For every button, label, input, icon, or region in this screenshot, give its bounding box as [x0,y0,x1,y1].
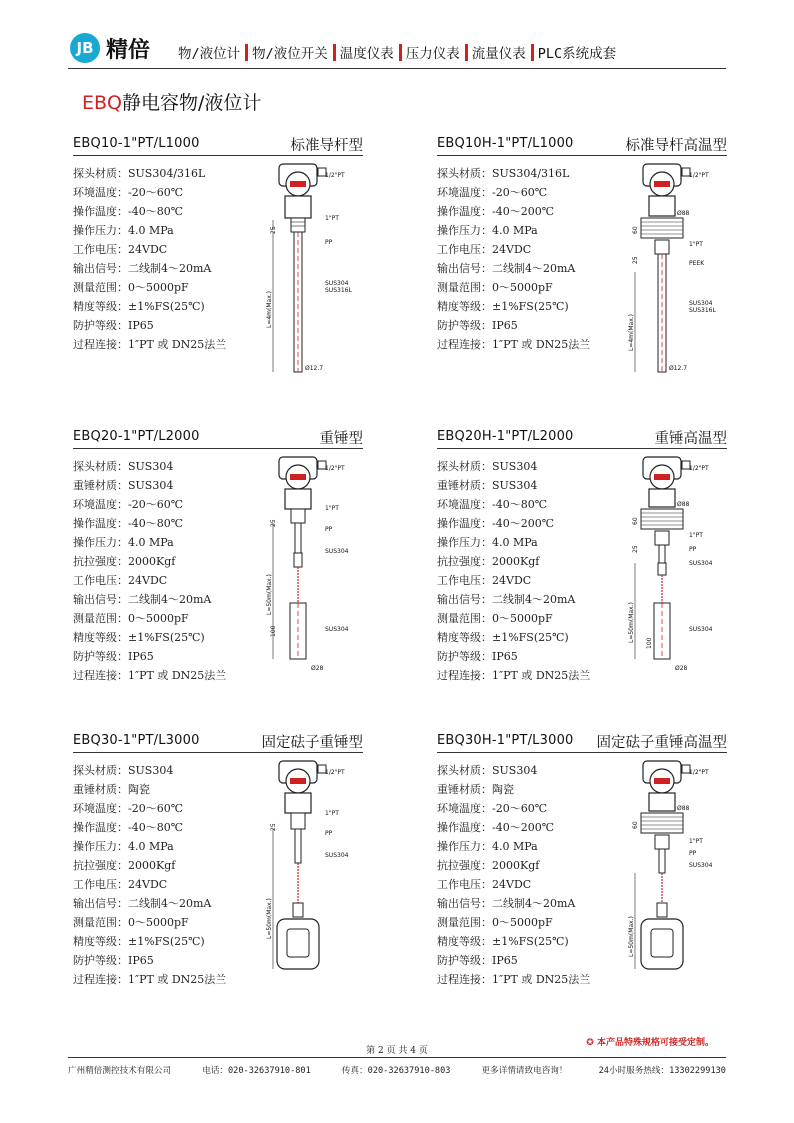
product-type: 标准导杆型 [290,138,363,154]
product-type: 固定砝子重锤高温型 [596,735,727,751]
product-type: 标准导杆高温型 [625,138,727,154]
spec-item: 抗拉强度：2000Kgf [437,555,540,568]
label-length: L=4m(Max.) [266,290,273,328]
product-drawing [263,453,373,673]
product-drawing [627,453,737,673]
label-dim-60: 60 [632,517,639,525]
product-header [437,134,727,156]
label-material-1: SUS304 [689,862,713,869]
product-ebq30h [437,731,727,1006]
consult-text: 更多详情请致电咨询！ [481,1066,568,1076]
spec-item: 操作压力：4.0 MPa [73,840,174,853]
spec-item: 过程连接：1″PT 或 DN25法兰 [437,973,591,986]
hotline: 24小时服务热线：13302299130 [598,1066,726,1076]
spec-list [73,457,226,685]
label-one-pt: 1"PT [689,838,703,845]
label-length: L=4m(Max.) [628,313,635,351]
nav-item-level-meter[interactable]: 物/液位计 [178,46,241,62]
spec-item: 抗拉强度：2000Kgf [73,555,176,568]
fax: 传真：020-32637910-803 [341,1066,451,1076]
product-header [73,731,363,753]
spec-item: 工作电压：24VDC [73,243,168,256]
label-one-pt: 1"PT [689,532,703,539]
product-drawing [263,160,373,380]
spec-item: 测量范围：0～5000pF [437,612,553,625]
spec-item: 探头材质：SUS304 [437,764,538,777]
page-title: EBQ静电容物/液位计 [82,92,262,114]
label-half-pt: 1/2"PT [325,172,345,179]
spec-item: 过程连接：1″PT 或 DN25法兰 [73,338,227,351]
model-code: EBQ20H-1"PT/L2000 [437,429,574,444]
label-half-pt: 1/2"PT [689,769,709,776]
spec-item: 操作温度：-40～80℃ [73,517,184,530]
product-ebq20h [437,427,727,702]
model-code: EBQ10-1"PT/L1000 [73,136,200,151]
label-length: L=50m(Max.) [628,916,635,957]
spec-item: 操作压力：4.0 MPa [437,224,538,237]
spec-item: 环境温度：-20～60℃ [73,802,184,815]
product-drawing [263,757,373,977]
category-nav [178,42,621,62]
spec-item: 输出信号：二线制4～20mA [73,897,212,910]
label-length: L=50m(Max.) [266,574,273,615]
spec-list [73,164,226,354]
product-header [437,427,727,449]
product-ebq30 [73,731,363,1006]
label-one-pt: 1"PT [689,241,703,248]
spec-item: 测量范围：0～5000pF [437,281,553,294]
spec-item: 操作压力：4.0 MPa [437,840,538,853]
spec-item: 工作电压：24VDC [73,878,168,891]
spec-item: 防护等级：IP65 [437,319,518,332]
label-pp: PP [689,546,697,553]
label-diameter: Ø12.7 [305,365,324,372]
label-dim-25: 25 [632,256,639,264]
spec-item: 环境温度：-20～60℃ [437,802,548,815]
spec-item: 操作温度：-40～80℃ [73,821,184,834]
label-dim-25: 25 [270,823,277,831]
label-length: L=50m(Max.) [266,898,273,939]
spec-item: 测量范围：0～5000pF [73,281,189,294]
label-dim-25: 25 [270,226,277,234]
label-material-1: SUS304 [325,548,349,555]
model-code: EBQ30H-1"PT/L3000 [437,733,574,748]
label-dim-25: 25 [270,519,277,527]
company-name: 广州精倍测控技术有限公司 [68,1066,172,1076]
product-ebq10 [73,134,363,409]
spec-list [437,164,590,354]
label-material-1: SUS304 [325,852,349,859]
spec-list [437,457,590,685]
nav-item-flow[interactable]: 流量仪表 [465,42,531,62]
nav-item-level-switch[interactable]: 物/液位开关 [245,42,333,62]
spec-item: 过程连接：1″PT 或 DN25法兰 [437,669,591,682]
label-material-2: SUS316L [689,307,716,314]
nav-item-temperature[interactable]: 温度仪表 [333,42,399,62]
spec-item: 探头材质：SUS304/316L [73,167,206,180]
page-number: 第 2 页 共 4 页 [366,1046,428,1056]
label-pp: PP [689,850,697,857]
label-material-2: SUS316L [325,287,352,294]
label-fin-dia: Ø88 [677,501,690,508]
label-dim-60: 60 [632,226,639,234]
spec-item: 测量范围：0～5000pF [73,916,189,929]
label-fin-dia: Ø88 [677,805,690,812]
label-material-2: SUS304 [325,626,349,633]
label-half-pt: 1/2"PT [325,465,345,472]
product-type: 重锤高温型 [654,431,727,447]
label-one-pt: 1"PT [325,810,339,817]
label-fin-dia: Ø88 [677,210,690,217]
custom-notice: ✪ 本产品特殊规格可接受定制。 [586,1038,714,1048]
label-pp: PP [325,239,333,246]
spec-item: 防护等级：IP65 [73,319,154,332]
phone: 电话：020-32637910-801 [202,1066,311,1076]
label-dim-25: 25 [632,545,639,553]
label-material-2: SUS304 [689,626,713,633]
spec-item: 重锤材质：SUS304 [437,479,538,492]
label-one-pt: 1"PT [325,505,339,512]
spec-item: 精度等级：±1%FS(25℃) [73,935,205,948]
product-ebq20 [73,427,363,702]
label-half-pt: 1/2"PT [689,465,709,472]
notice-icon: ✪ [586,1038,597,1048]
spec-item: 精度等级：±1%FS(25℃) [437,935,569,948]
nav-item-pressure[interactable]: 压力仪表 [399,42,465,62]
spec-item: 操作压力：4.0 MPa [73,536,174,549]
spec-item: 操作压力：4.0 MPa [437,536,538,549]
spec-item: 输出信号：二线制4～20mA [437,897,576,910]
label-length: L=50m(Max.) [628,602,635,643]
spec-item: 输出信号：二线制4～20mA [73,262,212,275]
spec-item: 环境温度：-20～60℃ [437,186,548,199]
spec-item: 防护等级：IP65 [73,954,154,967]
product-type: 重锤型 [319,431,363,447]
spec-item: 过程连接：1″PT 或 DN25法兰 [437,338,591,351]
header-divider [68,68,726,69]
spec-item: 过程连接：1″PT 或 DN25法兰 [73,669,227,682]
spec-item: 精度等级：±1%FS(25℃) [437,300,569,313]
product-header [437,731,727,753]
spec-item: 防护等级：IP65 [73,650,154,663]
label-diameter: Ø28 [675,665,688,672]
spec-item: 操作压力：4.0 MPa [73,224,174,237]
model-code: EBQ20-1"PT/L2000 [73,429,200,444]
label-diameter: Ø28 [311,665,324,672]
spec-item: 输出信号：二线制4～20mA [437,593,576,606]
label-one-pt: 1"PT [325,215,339,222]
spec-item: 操作温度：-40～200℃ [437,821,555,834]
spec-item: 环境温度：-20～60℃ [73,498,184,511]
spec-item: 操作温度：-40～80℃ [73,205,184,218]
spec-item: 探头材质：SUS304 [437,460,538,473]
brand-name: 精倍 [106,38,151,63]
spec-item: 操作温度：-40～200℃ [437,205,555,218]
spec-item: 测量范围：0～5000pF [73,612,189,625]
spec-item: 操作温度：-40～200℃ [437,517,555,530]
label-material-1: SUS304 [689,560,713,567]
label-material-1: SUS304 [325,280,349,287]
model-code: EBQ30-1"PT/L3000 [73,733,200,748]
label-pp: PP [325,830,333,837]
spec-item: 工作电压：24VDC [437,574,532,587]
product-type: 固定砝子重锤型 [261,735,363,751]
label-dim-100: 100 [646,637,653,649]
spec-list [437,761,590,989]
product-header [73,134,363,156]
spec-item: 测量范围：0～5000pF [437,916,553,929]
spec-item: 防护等级：IP65 [437,954,518,967]
spec-item: 抗拉强度：2000Kgf [73,859,176,872]
label-half-pt: 1/2"PT [325,769,345,776]
spec-item: 重锤材质：陶瓷 [437,783,514,796]
brand-logo: JB [70,33,100,63]
label-dim-60: 60 [632,821,639,829]
page-footer [68,1064,726,1076]
label-material-1: SUS304 [689,300,713,307]
nav-item-plc[interactable]: PLC系统成套 [531,42,621,62]
product-drawing [627,757,737,977]
spec-item: 精度等级：±1%FS(25℃) [73,631,205,644]
page-header [0,0,794,70]
product-drawing [627,160,737,380]
spec-item: 环境温度：-20～60℃ [73,186,184,199]
spec-item: 精度等级：±1%FS(25℃) [437,631,569,644]
spec-item: 探头材质：SUS304 [73,764,174,777]
spec-item: 探头材质：SUS304 [73,460,174,473]
spec-item: 抗拉强度：2000Kgf [437,859,540,872]
model-code: EBQ10H-1"PT/L1000 [437,136,574,151]
label-pp: PP [325,526,333,533]
label-peek: PEEK [689,260,705,267]
product-header [73,427,363,449]
footer-divider [68,1057,726,1058]
spec-item: 环境温度：-40～80℃ [437,498,548,511]
label-half-pt: 1/2"PT [689,172,709,179]
spec-item: 重锤材质：SUS304 [73,479,174,492]
spec-item: 过程连接：1″PT 或 DN25法兰 [73,973,227,986]
spec-item: 防护等级：IP65 [437,650,518,663]
spec-item: 输出信号：二线制4～20mA [437,262,576,275]
spec-item: 工作电压：24VDC [437,878,532,891]
spec-item: 精度等级：±1%FS(25℃) [73,300,205,313]
spec-item: 工作电压：24VDC [73,574,168,587]
spec-item: 重锤材质：陶瓷 [73,783,150,796]
spec-item: 探头材质：SUS304/316L [437,167,570,180]
spec-item: 工作电压：24VDC [437,243,532,256]
label-diameter: Ø12.7 [669,365,688,372]
product-ebq10h [437,134,727,409]
spec-item: 输出信号：二线制4～20mA [73,593,212,606]
label-dim-100: 100 [270,625,277,637]
spec-list [73,761,226,989]
